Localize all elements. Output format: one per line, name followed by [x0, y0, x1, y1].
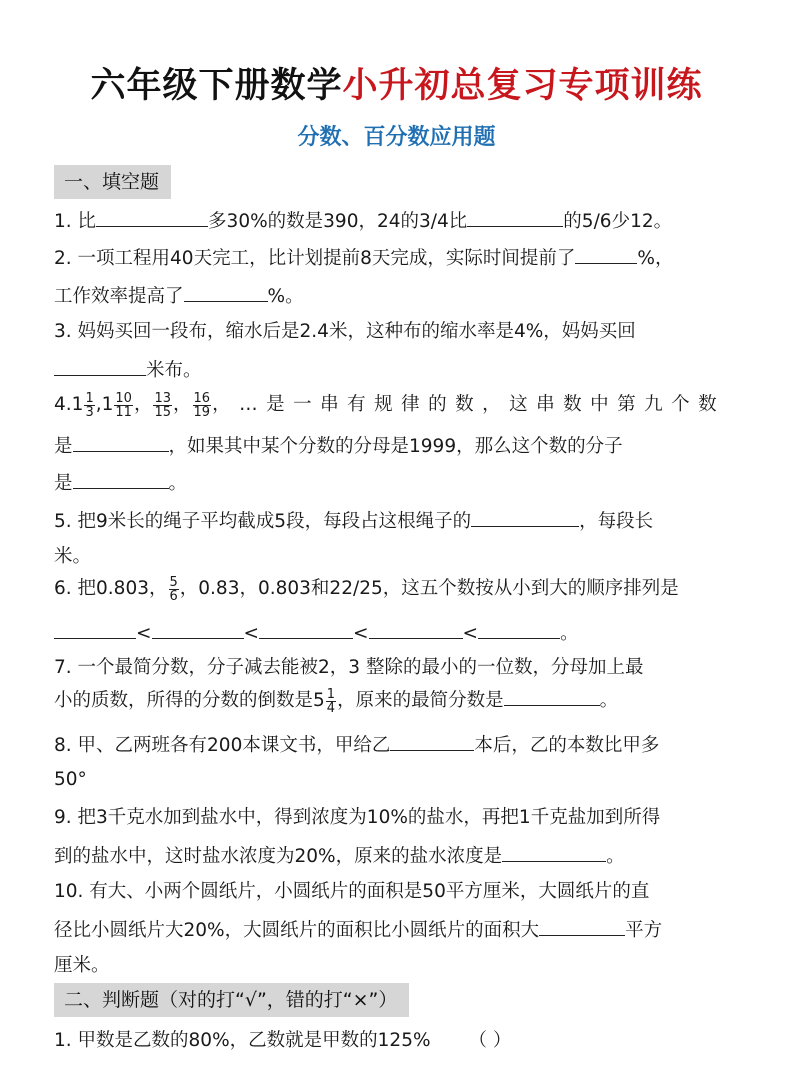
answer-blank[interactable]	[575, 245, 637, 264]
answer-blank[interactable]	[259, 620, 353, 639]
question-10-line-3: 厘米。	[54, 955, 110, 976]
page-subtitle: 分数、百分数应用题	[297, 125, 496, 150]
question-10-line-2: 径比小圆纸片大20%，大圆纸片的面积比小圆纸片的面积大 平方	[54, 917, 662, 943]
question-8: 8. 甲、乙两班各有200本课文书，甲给乙 本后，乙的本数比甲多	[54, 732, 659, 758]
answer-blank[interactable]	[502, 843, 606, 862]
answer-blank[interactable]	[471, 508, 579, 527]
question-7-line-2: 小的质数，所得的分数的倒数是5 $\frac{1}{4}$ ，原来的最简分数是 。	[54, 686, 619, 716]
question-6: 6. 把0.803， $\frac{5}{6}$ ，0.83，0.803和22/25，这五个数按从小到大的顺序排列是	[54, 574, 679, 604]
question-5: 5. 把9米长的绳子平均截成5段，每段占这根绳子的 ，每段长	[54, 508, 653, 534]
question-1: 1. 比 多30%的数是390，24的3/4比 的5/6少12。	[54, 208, 672, 234]
title-grade: 六年级下册数学	[90, 66, 343, 106]
question-4-line-2: 是 ，如果其中某个分数的分母是1999，那么这个数的分子	[54, 433, 623, 459]
answer-blank[interactable]	[73, 433, 169, 452]
question-5-line-2: 米。	[54, 546, 92, 567]
answer-blank[interactable]	[184, 283, 268, 302]
question-2-line-2: 工作效率提高了 %。	[54, 283, 304, 309]
question-7: 7. 一个最简分数，分子减去能被2，3 整除的最小的一位数，分母加上最	[54, 657, 644, 678]
answer-blank[interactable]	[73, 470, 169, 489]
question-9-line-2: 到的盐水中，这时盐水浓度为20%，原来的盐水浓度是 。	[54, 843, 625, 869]
answer-blank[interactable]	[96, 208, 208, 227]
question-4-line-3: 是 。	[54, 470, 187, 496]
answer-blank[interactable]	[54, 620, 136, 639]
question-9: 9. 把3千克水加到盐水中，得到浓度为10%的盐水，再把1千克盐加到所得	[54, 807, 661, 828]
title-review: 小升初总复习专项训练	[342, 66, 703, 106]
question-4: 4.1 $\frac{1}{3}$ ,1 $\frac{10}{11}$ ， $\frac{13}{15}$ ， $\frac{16}{19}$ ，…是一串有规律的数，这串数中第九个数	[54, 390, 726, 420]
answer-blank[interactable]	[504, 687, 600, 706]
question-3-line-2: 米布。	[54, 357, 202, 383]
fraction: $\frac{10}{11}$	[115, 390, 132, 420]
question-8-line-2: 50°	[54, 769, 87, 790]
fraction: $\frac{16}{19}$	[193, 390, 211, 420]
answer-blank[interactable]	[152, 620, 244, 639]
answer-blank[interactable]	[539, 917, 625, 936]
question-6-line-2: < < < < 。	[54, 620, 579, 646]
section-fill-blank-header: 一、填空题	[54, 165, 171, 199]
answer-blank[interactable]	[478, 620, 560, 639]
answer-blank[interactable]	[54, 357, 146, 376]
fraction: $\frac{1}{3}$	[85, 390, 94, 420]
answer-blank[interactable]	[369, 620, 463, 639]
page-title	[0, 58, 793, 108]
answer-blank[interactable]	[467, 208, 563, 227]
section-true-false-header: 二、判断题（对的打“√”，错的打“×”）	[54, 983, 409, 1017]
fraction: $\frac{13}{15}$	[154, 390, 171, 420]
fraction: $\frac{5}{6}$	[169, 574, 178, 604]
answer-blank[interactable]	[390, 732, 474, 751]
fraction: $\frac{1}{4}$	[326, 686, 336, 716]
judgment-1: 1. 甲数是乙数的80%，乙数就是甲数的125% （ ）	[54, 1030, 512, 1051]
answer-parentheses[interactable]: （ ）	[468, 1030, 512, 1051]
question-3: 3. 妈妈买回一段布，缩水后是2.4米，这种布的缩水率是4%，妈妈买回	[54, 321, 636, 342]
question-2: 2. 一项工程用40天完工，比计划提前8天完成，实际时间提前了 %，	[54, 245, 673, 271]
question-10: 10. 有大、小两个圆纸片，小圆纸片的面积是50平方厘米，大圆纸片的直	[54, 881, 650, 902]
